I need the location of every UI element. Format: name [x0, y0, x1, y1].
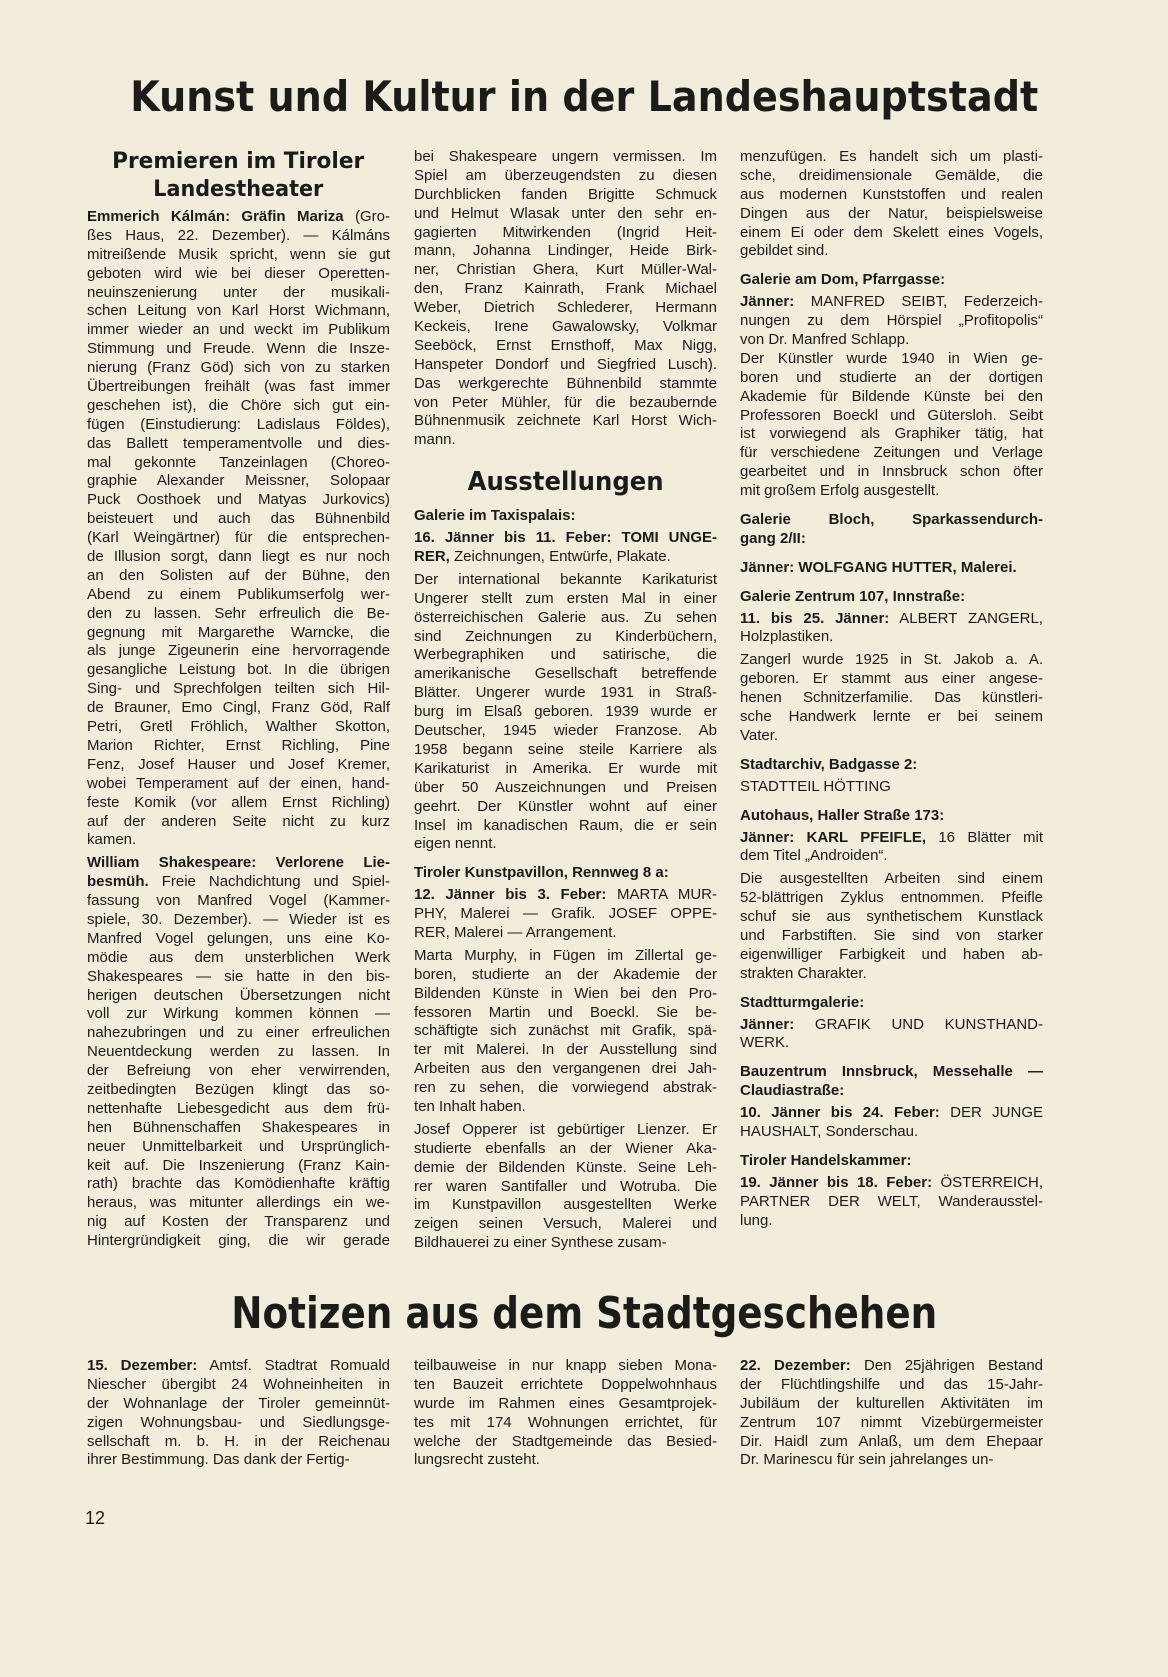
- text-line: 22. Dezember: Den 25jährigen Bestand: [740, 1357, 1043, 1374]
- text-line: für verschiedene Zeitungen und Verlage: [740, 444, 1043, 462]
- text-line: sind Zeichnungen zu Kinderbüchern,: [414, 627, 717, 645]
- bold-lead-in: besmüh.: [87, 873, 149, 891]
- text-line: herigen deutschen Übersetzungen nicht: [87, 986, 390, 1004]
- exhibition-listings: [740, 148, 1043, 1230]
- text-line: Bauzentrum Innsbruck, Messehalle —: [740, 1063, 1043, 1081]
- notizen-column-3: [740, 1357, 1043, 1470]
- text-line: boren und studierte an der dortigen: [740, 368, 1043, 386]
- text-line: Galerie Bloch, Sparkassendurch-: [740, 511, 1043, 529]
- bold-lead-in: RER,: [414, 548, 450, 566]
- venue-heading: [740, 1063, 1043, 1101]
- text-line: mann, Johanna Lindinger, Heide Birk-: [414, 242, 717, 260]
- text-line: hen Bühnenschaffen Shakespeares in: [87, 1118, 390, 1136]
- exhibition-entry: [740, 778, 1043, 797]
- text-line: Dingen aus der Natur, beispielsweise: [740, 204, 1043, 222]
- text-line: schuf sie aus synthetischem Kunstlack: [740, 908, 1043, 926]
- text-line: menzufügen. Es handelt sich um plasti-: [740, 148, 1043, 165]
- column-text: [87, 1357, 390, 1470]
- text-line: lung.: [740, 1211, 773, 1229]
- section-heading-ausstellungen: [414, 462, 717, 502]
- text-line: eigenwilliger Farbigkeit und haben ab-: [740, 945, 1043, 963]
- text-line: mit großem Erfolg ausgestellt.: [740, 482, 940, 500]
- text-line: einem Ei oder dem Skelett eines Vogels,: [740, 223, 1043, 241]
- text-line: 12. Jänner bis 3. Feber: MARTA MUR-: [414, 886, 717, 904]
- text-line: welche der Stadtgemeinde das Besied-: [414, 1432, 717, 1450]
- text-line: amerikanische Gesellschaft betreffende: [414, 665, 717, 683]
- text-line: Stimmung und Freude. Wenn die Insze-: [87, 340, 390, 358]
- notizen-column-1: [87, 1357, 390, 1470]
- paragraph: [87, 1357, 390, 1470]
- text-line: 52-blättrigen Zyklus entnommen. Pfeifle: [740, 889, 1043, 907]
- venue-heading: [414, 864, 717, 883]
- text-line: fessoren Martin und Boeckl. Sie be-: [414, 1003, 717, 1021]
- text-line: Josef Opperer ist gebürtiger Lienzer. Er: [414, 1120, 717, 1138]
- text-line: im Kunstpavillon ausgestellten Werke: [414, 1196, 717, 1214]
- text-line: der Flüchtlingshilfe und das 15-Jahr-: [740, 1375, 1043, 1393]
- exhibition-listings: [414, 507, 717, 1253]
- column-text: [87, 208, 390, 1251]
- text-line: nierung (Franz Göd) sich von zu starken: [87, 359, 390, 377]
- text-line: neuinszenierung unter der musikali-: [87, 283, 390, 301]
- text-line: lungsrecht zusteht.: [414, 1451, 540, 1469]
- venue-heading: [740, 994, 1043, 1013]
- text-line: henen Schnitzerfamilie. Das künstleri-: [740, 689, 1043, 707]
- text-line: von Dr. Manfred Schlapp.: [740, 331, 910, 349]
- venue-heading: [740, 588, 1043, 607]
- venue-heading: [740, 559, 1043, 578]
- text-line: Jänner: KARL PFEIFLE, 16 Blätter mit: [740, 828, 1043, 846]
- heading-line: Landestheater: [153, 177, 324, 202]
- text-line: geboten wird wie bei dieser Operetten-: [87, 264, 390, 282]
- text-line: geschehen ist), die Chöre sich gut ein-: [87, 396, 390, 414]
- text-line: teilbauweise in nur knapp sieben Mona-: [414, 1357, 717, 1374]
- paragraph: [87, 854, 390, 1251]
- text-line: Durchblicken fanden Brigitte Schmuck: [414, 185, 717, 203]
- bold-lead-in: 16. Jänner bis 11. Feber: TOMI UNGE-: [414, 529, 717, 547]
- heading-text: Ausstellungen: [467, 467, 664, 498]
- paragraph: [414, 947, 717, 1117]
- article-column-1: [87, 148, 390, 1251]
- text-line: gang 2/II:: [740, 529, 806, 547]
- exhibition-entry: [740, 293, 1043, 350]
- text-line: Claudiastraße:: [740, 1082, 845, 1100]
- text-line: geboren. Er stammt aus einer angese-: [740, 670, 1043, 688]
- text-line: Galerie Zentrum 107, Innstraße:: [740, 587, 966, 605]
- paragraph: [414, 1357, 717, 1470]
- text-line: ter mit Malerei. In der Ausstellung sind: [414, 1041, 717, 1059]
- text-line: den zu lassen. Sehr erfreulich die Be-: [87, 604, 390, 622]
- text-line: gebildet sind.: [740, 242, 829, 260]
- text-line: als junge Zigeunerin eine hervorragende: [87, 642, 390, 660]
- text-line: gegnung mit Margarethe Warncke, die: [87, 623, 390, 641]
- column-text: [414, 1357, 717, 1470]
- text-line: HAUSHALT, Sonderschau.: [740, 1122, 919, 1140]
- text-line: Tiroler Kunstpavillon, Rennweg 8 a:: [414, 864, 669, 882]
- text-line: heraus, was mitunter allerdings ein we-: [87, 1194, 390, 1212]
- text-line: Emmerich Kálmán: Gräfin Mariza (Gro-: [87, 208, 390, 225]
- text-line: Sing- und Sprechfolgen teilten sich Hil-: [87, 680, 390, 698]
- text-line: aus modernen Kunststoffen und realen: [740, 185, 1043, 203]
- text-line: ten Bauzeit errichtete Doppelwohnhaus: [414, 1375, 717, 1393]
- bold-lead-in: 22. Dezember:: [740, 1357, 851, 1374]
- text-line: ihrer Bestimmung. Das dank der Fertig-: [87, 1451, 350, 1469]
- text-line: zeigen seinen Versuch, Malerei und: [414, 1215, 717, 1233]
- paragraph: [740, 651, 1043, 745]
- text-line: gearbeitet und in Innsbruck schon öfter: [740, 463, 1043, 481]
- text-line: Werbegraphiken und satirische, die: [414, 646, 717, 664]
- text-line: kamen.: [87, 831, 137, 849]
- text-line: de Brauner, Emo Cingl, Franz Göd, Ralf: [87, 699, 390, 717]
- text-line: 1958 begann seine steile Karriere als: [414, 740, 717, 758]
- text-line: Hanspeter Dondorf und Siegfried Lusch).: [414, 355, 717, 373]
- text-line: Niescher übergibt 24 Wohneinheiten in: [87, 1375, 390, 1393]
- text-line: dem Titel „Androiden“.: [740, 847, 888, 865]
- exhibition-entry: [740, 1174, 1043, 1231]
- text-line: feste Komik (vor allem Ernst Richling): [87, 793, 390, 811]
- text-line: Jänner: GRAFIK UND KUNSTHAND-: [740, 1015, 1043, 1033]
- text-line: zeitbedingten Bezügen klingt das so-: [87, 1080, 390, 1098]
- text-line: Tiroler Handelskammer:: [740, 1151, 912, 1169]
- page-number: 12: [85, 1508, 106, 1528]
- section-heading-premieren: [87, 148, 390, 204]
- text-line: beisteuert und auch das Bühnenbild: [87, 510, 390, 528]
- text-line: Galerie am Dom, Pfarrgasse:: [740, 271, 946, 289]
- venue-heading: [740, 756, 1043, 775]
- text-line: keit auf. Die Inszenierung (Franz Kain-: [87, 1156, 390, 1174]
- bold-lead-in: 10. Jänner bis 24. Feber:: [740, 1104, 940, 1122]
- text-line: mal gekonnte Tanzeinlagen (Choreo-: [87, 453, 390, 471]
- text-line: Shakespeares — sie hatte in den bis-: [87, 967, 390, 985]
- venue-heading: [740, 1152, 1043, 1171]
- text-line: Das werkgerechte Bühnenbild stammte: [414, 374, 717, 392]
- section-title-text: Notizen aus dem Stadtgeschehen: [231, 1288, 937, 1339]
- text-line: der Wohnanlage der Tiroler gemeinnüt-: [87, 1394, 390, 1412]
- article-column-3: [740, 148, 1043, 1230]
- text-line: sellschaft m. b. H. in der Reichenau: [87, 1432, 390, 1450]
- text-line: an den Solisten auf der Bühne, den: [87, 566, 390, 584]
- exhibition-entry: [740, 1104, 1043, 1142]
- text-line: ren zu sehen, die vorwiegend abstrak-: [414, 1079, 717, 1097]
- text-line: eigen nennt.: [414, 835, 497, 853]
- bold-lead-in: Jänner:: [740, 293, 795, 311]
- text-line: Hintergründigkeit ging, die wir gerade: [87, 1232, 390, 1250]
- page-title-text: Kunst und Kultur in der Landeshauptstadt: [129, 72, 1038, 121]
- text-line: burg im Elsaß geboren. 1939 wurde er: [414, 703, 717, 721]
- text-line: Fenz, Josef Hauser und Josef Kremer,: [87, 755, 390, 773]
- text-line: rer waren Santifaller und Wotruba. Die: [414, 1177, 717, 1195]
- exhibition-entry: [740, 829, 1043, 867]
- text-line: ist vorwiegend als Graphiker tätig, hat: [740, 425, 1043, 443]
- text-line: nungen zu dem Hörspiel „Profitopolis“: [740, 312, 1043, 330]
- column-text: [740, 1357, 1043, 1470]
- text-line: ner, Christian Ghera, Kurt Müller-Wal-: [414, 261, 717, 279]
- text-line: gagierten Mitwirkenden (Ingrid Heit-: [414, 223, 717, 241]
- text-line: wobei Temperament auf der einen, hand-: [87, 774, 390, 792]
- text-line: zigen Wohnungsbau- und Siedlungsge-: [87, 1413, 390, 1431]
- bold-lead-in: 11. bis 25. Jänner:: [740, 609, 890, 627]
- text-line: Jänner: WOLFGANG HUTTER, Malerei.: [740, 558, 1017, 576]
- venue-heading: [414, 507, 717, 526]
- text-line: Holzplastiken.: [740, 628, 834, 646]
- text-line: bei Shakespeare ungern vermissen. Im: [414, 148, 717, 165]
- text-line: studierte ebenfalls an der Wiener Aka-: [414, 1139, 717, 1157]
- text-line: Stadtarchiv, Badgasse 2:: [740, 755, 918, 773]
- text-line: Marion Richter, Ernst Richling, Pine: [87, 736, 390, 754]
- text-line: Akademie für Bildende Künste bei den: [740, 387, 1043, 405]
- bold-lead-in: Jänner:: [740, 558, 795, 576]
- text-line: demie der Bildenden Künste. Seine Leh-: [414, 1158, 717, 1176]
- bold-lead-in: 12. Jänner bis 3. Feber:: [414, 886, 607, 904]
- text-line: 15. Dezember: Amtsf. Stadtrat Romuald: [87, 1357, 390, 1374]
- text-line: Abend zu einem Publikumserfolg wer-: [87, 585, 390, 603]
- text-line: neuer Unmittelbarkeit und Ursprünglich-: [87, 1137, 390, 1155]
- text-line: Dr. Marinescu für sein jahrelanges un-: [740, 1451, 994, 1469]
- bold-lead-in: William Shakespeare: Verlorene Lie-: [87, 854, 390, 872]
- text-line: strakten Charakter.: [740, 964, 867, 982]
- bold-lead-in: Emmerich Kálmán: Gräfin Mariza: [87, 208, 344, 225]
- text-line: Zangerl wurde 1925 in St. Jakob a. A.: [740, 651, 1043, 669]
- text-line: [414, 529, 717, 548]
- text-line: mitreißende Musik spricht, wenn sie gut: [87, 245, 390, 263]
- text-line: ßes Haus, 22. Dezember). — Kálmáns: [87, 226, 390, 244]
- text-line: Manfred Vogel gelungen, uns eine Ko-: [87, 929, 390, 947]
- text-line: und Helmut Wlasak unter den sehr en-: [414, 204, 717, 222]
- text-line: schäftigte sich zunächst mit Grafik, spä-: [414, 1022, 717, 1040]
- text-line: rath) brachte das Komödienhafte kräftig: [87, 1175, 390, 1193]
- text-line: Die ausgestellten Arbeiten sind einem: [740, 870, 1043, 888]
- paragraph: [740, 350, 1043, 501]
- text-line: Der Künstler wurde 1940 in Wien ge-: [740, 349, 1043, 367]
- venue-heading: [740, 511, 1043, 549]
- text-line: PARTNER DER WELT, Wanderausstel-: [740, 1192, 1043, 1210]
- text-line: tes mit 174 Wohnungen errichtet, für: [414, 1413, 717, 1431]
- text-line: sche Handwerk lernte er bei seinem: [740, 708, 1043, 726]
- exhibition-entry: [740, 1016, 1043, 1054]
- text-line: Seeböck, Ernst Ernsthoff, Max Nigg,: [414, 336, 717, 354]
- notizen-column-2: [414, 1357, 717, 1470]
- text-line: Karikaturist in Amerika. Er wurde mit: [414, 759, 717, 777]
- exhibition-entry: [414, 529, 717, 567]
- text-line: RER, Malerei — Arrangement.: [414, 923, 617, 941]
- text-line: Jubiläum der kulturellen Aktivitäten im: [740, 1394, 1043, 1412]
- text-line: das Ballett temperamentvolle und dies-: [87, 434, 390, 452]
- text-line: 10. Jänner bis 24. Feber: DER JUNGE: [740, 1104, 1043, 1122]
- text-line: [87, 854, 390, 873]
- bold-lead-in: 15. Dezember:: [87, 1357, 198, 1374]
- text-line: 11. bis 25. Jänner: ALBERT ZANGERL,: [740, 609, 1043, 627]
- text-line: RER, Zeichnungen, Entwürfe, Plakate.: [414, 548, 671, 566]
- text-line: Ungerer stellt zum ersten Mal in einer: [414, 589, 717, 607]
- text-line: Insel im kanadischen Raum, die er sein: [414, 816, 717, 834]
- text-line: auf der anderen Seite nicht zu kurz: [87, 812, 390, 830]
- text-line: Deutscher, 1945 wieder Franzose. Ab: [414, 722, 717, 740]
- paragraph: [740, 1357, 1043, 1470]
- text-line: de Illusion sorgt, dann liegt es nur noch: [87, 548, 390, 566]
- text-line: nahezubringen und zu einer erfreulichen: [87, 1024, 390, 1042]
- text-line: Vater.: [740, 726, 779, 744]
- text-line: spiele, 30. Dezember). — Wieder ist es: [87, 910, 390, 928]
- text-line: STADTTEIL HÖTTING: [740, 777, 891, 795]
- section-title-notizen: [0, 1288, 1168, 1340]
- exhibition-entry: [740, 610, 1043, 648]
- text-line: österreichischen Galerie aus. Zu sehen: [414, 608, 717, 626]
- text-line: wurde im Rahmen eines Gesamtprojek-: [414, 1394, 717, 1412]
- paragraph: [740, 148, 1043, 261]
- text-line: Galerie im Taxispalais:: [414, 507, 576, 525]
- text-line: den, Franz Kainrath, Frank Michael: [414, 280, 717, 298]
- text-line: geehrt. Der Künstler wohnt auf einer: [414, 797, 717, 815]
- bold-lead-in: Jänner: KARL PFEIFLE,: [740, 828, 927, 846]
- paragraph: [414, 148, 717, 450]
- text-line: Stadtturmgalerie:: [740, 993, 865, 1011]
- text-line: Bühnenmusik zeichnete Karl Horst Wich-: [414, 412, 717, 430]
- text-line: voll zur Wirkung kommen können —: [87, 1005, 390, 1023]
- page-title: [0, 72, 1168, 122]
- text-line: Keckeis, Irene Gawalowsky, Volkmar: [414, 318, 717, 336]
- text-line: 19. Jänner bis 18. Feber: ÖSTERREICH,: [740, 1173, 1044, 1191]
- paragraph: [414, 571, 717, 854]
- text-line: nig auf Kosten der Transparenz und: [87, 1213, 390, 1231]
- text-line: ten Inhalt haben.: [414, 1097, 526, 1115]
- text-line: Übertreibungen freihält (was fast immer: [87, 378, 390, 396]
- column-text: [414, 148, 717, 450]
- text-line: PHY, Malerei — Grafik. JOSEF OPPE-: [414, 905, 717, 923]
- text-line: fassung von Manfred Vogel (Kammer-: [87, 892, 390, 910]
- text-line: Jänner: MANFRED SEIBT, Federzeich-: [740, 293, 1043, 311]
- text-line: und Farbstiften. Sie sind von starker: [740, 926, 1043, 944]
- text-line: mödie aus dem unsterblichen Werk: [87, 948, 390, 966]
- text-line: über 50 Auszeichnungen und Preisen: [414, 778, 717, 796]
- exhibition-entry: [414, 886, 717, 943]
- text-line: Blätter. Ungerer wurde 1931 in Straß-: [414, 684, 717, 702]
- text-line: graphie Alexander Meissner, Solopaar: [87, 472, 390, 490]
- text-line: schen Leitung von Karl Horst Wichmann,: [87, 302, 390, 320]
- bold-lead-in: Jänner:: [740, 1015, 795, 1033]
- text-line: mann.: [414, 431, 456, 449]
- text-line: Bildhauerei zu einer Synthese zusam-: [414, 1234, 667, 1252]
- text-line: Bildenden Künste in Wien bei den Pro-: [414, 984, 717, 1002]
- paragraph: [740, 870, 1043, 983]
- text-line: Petri, Gretl Fröhlich, Walther Skotton,: [87, 718, 390, 736]
- text-line: gesangliche Leistung bot. In die übrigen: [87, 661, 390, 679]
- text-line: Dir. Haidl zum Anlaß, um dem Ehepaar: [740, 1432, 1043, 1450]
- heading-line: Premieren im Tiroler: [112, 149, 365, 174]
- text-line: Autohaus, Haller Straße 173:: [740, 806, 945, 824]
- paragraph: [87, 208, 390, 850]
- text-line: Marta Murphy, in Fügen im Zillertal ge-: [414, 946, 717, 964]
- text-line: WERK.: [740, 1034, 790, 1052]
- text-line: Der international bekannte Karikaturist: [414, 570, 717, 588]
- text-line: Puck Oosthoek und Matyas Jurkovics): [87, 491, 390, 509]
- bold-lead-in: 19. Jänner bis 18. Feber:: [740, 1173, 933, 1191]
- text-line: Zentrum 107 nimmt Vizebürgermeister: [740, 1413, 1043, 1431]
- text-line: der Befreiung von eher verwirrenden,: [87, 1062, 390, 1080]
- text-line: Professoren Boeckl und Gütersloh. Seibt: [740, 406, 1043, 424]
- text-line: immer wieder an und weckt im Publikum: [87, 321, 390, 339]
- venue-heading: [740, 271, 1043, 290]
- article-column-2: [414, 148, 717, 1253]
- text-line: Arbeiten aus den vergangenen drei Jah-: [414, 1060, 717, 1078]
- text-line: (Karl Weingärtner) für die entsprechen-: [87, 529, 390, 547]
- text-line: besmüh. Freie Nachdichtung und Spiel-: [87, 873, 390, 891]
- venue-heading: [740, 807, 1043, 826]
- text-line: sche, dreidimensionale Gemälde, die: [740, 166, 1043, 184]
- text-line: Spiel am überzeugendsten zu diesen: [414, 166, 717, 184]
- text-line: boren, studierte an der Akademie der: [414, 965, 717, 983]
- text-line: Weber, Dietrich Schlederer, Hermann: [414, 299, 717, 317]
- text-line: Neuentdeckung werden zu lassen. In: [87, 1043, 390, 1061]
- text-line: nettenhafte Liebesgedicht aus dem frü-: [87, 1099, 390, 1117]
- text-line: von Peter Mühler, für die bezaubernde: [414, 393, 717, 411]
- text-line: fügen (Einstudierung: Ladislaus Földes),: [87, 415, 390, 433]
- paragraph: [414, 1121, 717, 1253]
